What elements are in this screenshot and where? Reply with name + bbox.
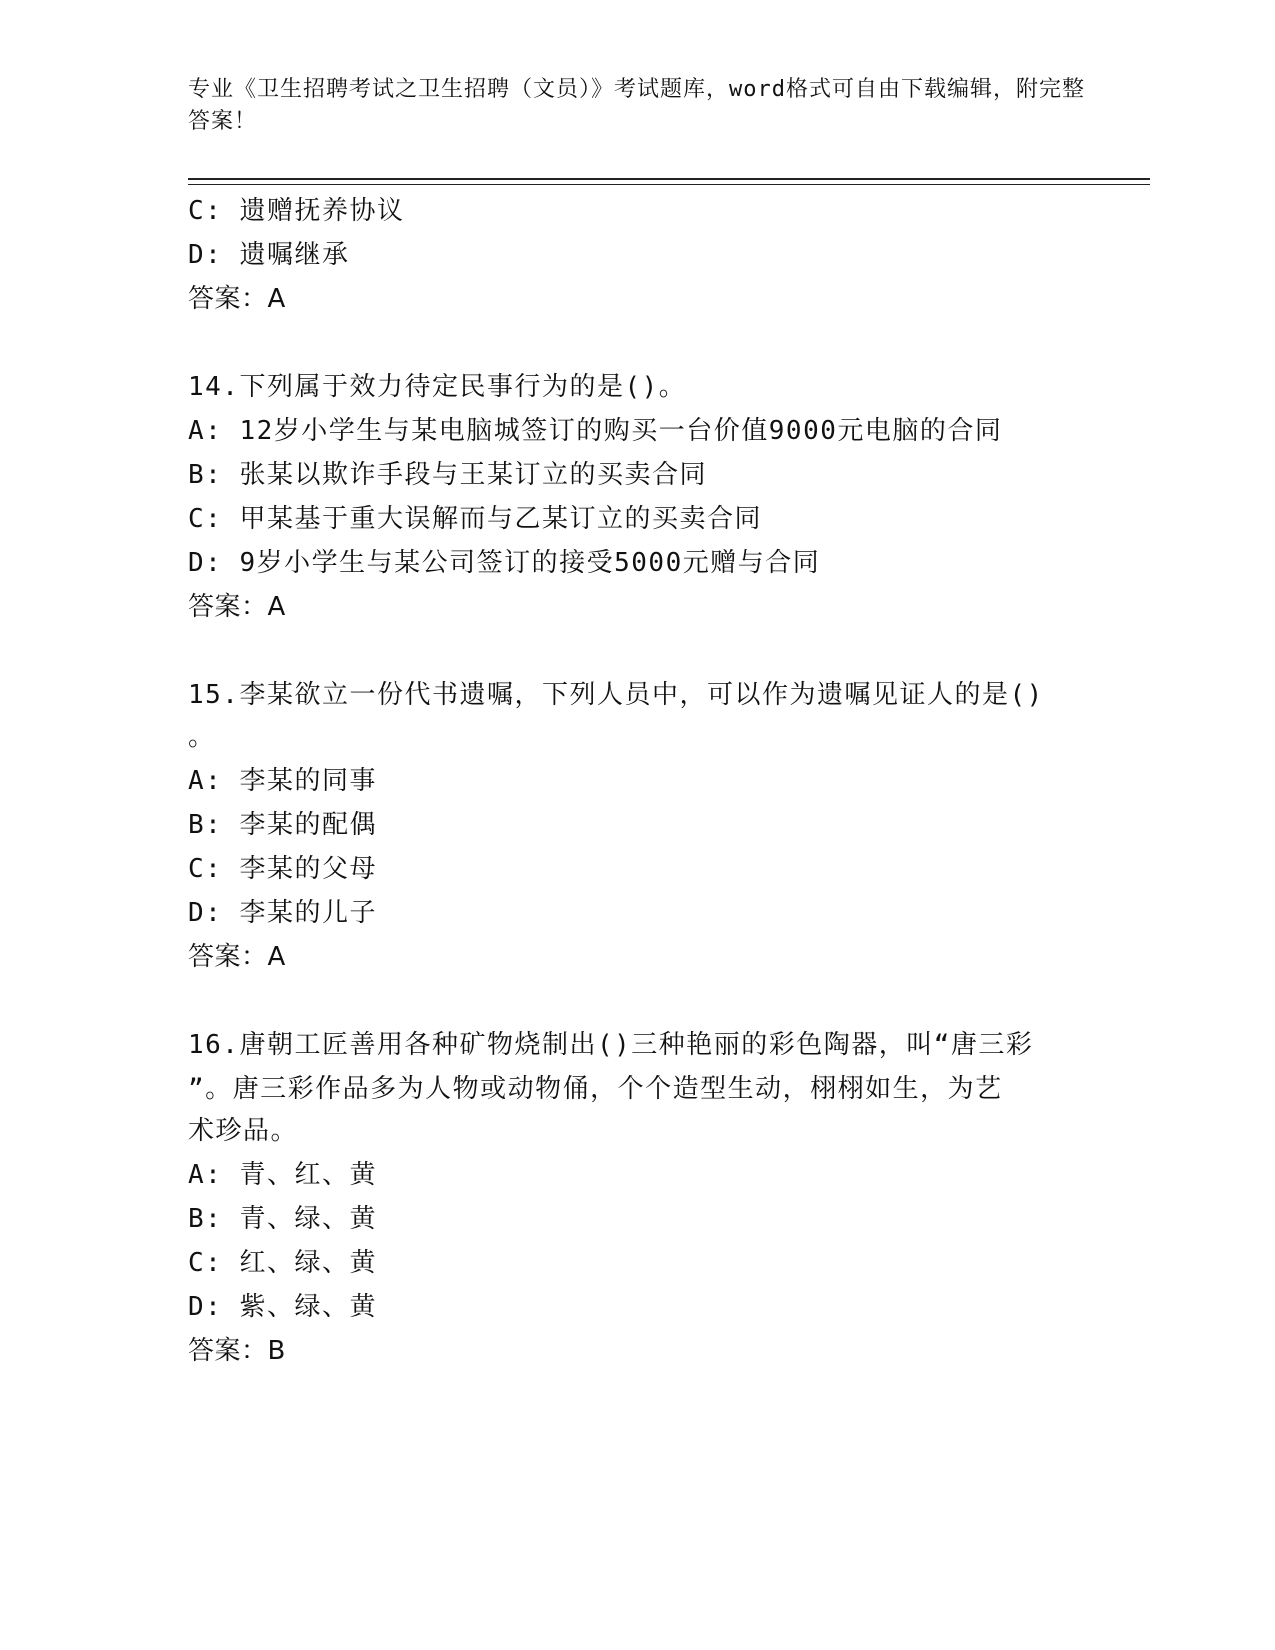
q13-answer: 答案：A [188,284,286,314]
q15-stem-line1: 15.李某欲立一份代书遗嘱，下列人员中，可以作为遗嘱见证人的是() [188,680,1044,710]
q14-option-c: C: 甲某基于重大误解而与乙某订立的买卖合同 [188,504,762,534]
q16-stem-line3: 术珍品。 [188,1116,299,1146]
q16-option-c: C: 红、绿、黄 [188,1248,377,1278]
q14-answer: 答案：A [188,592,286,622]
q16-stem-line2: ”。唐三彩作品多为人物或动物俑，个个造型生动，栩栩如生，为艺 [188,1074,1003,1104]
q15-option-b: B: 李某的配偶 [188,810,377,840]
q15-option-d: D: 李某的儿子 [188,898,377,928]
q16-option-a: A: 青、红、黄 [188,1160,377,1190]
q16-option-b: B: 青、绿、黄 [188,1204,377,1234]
q15-stem-line2: 。 [188,722,216,752]
header-divider-thin [188,184,1150,185]
q13-option-c: C: 遗赠抚养协议 [188,196,405,226]
q16-option-d: D: 紫、绿、黄 [188,1292,377,1322]
q14-option-a: A: 12岁小学生与某电脑城签订的购买一台价值9000元电脑的合同 [188,416,1003,446]
q16-stem-line1: 16.唐朝工匠善用各种矿物烧制出()三种艳丽的彩色陶器，叫“唐三彩 [188,1030,1034,1060]
q15-option-a: A: 李某的同事 [188,766,377,796]
q16-answer: 答案：B [188,1336,286,1366]
q15-answer: 答案：A [188,942,286,972]
q14-option-d: D: 9岁小学生与某公司签订的接受5000元赠与合同 [188,548,821,578]
q15-option-c: C: 李某的父母 [188,854,377,884]
document-header: 专业《卫生招聘考试之卫生招聘（文员）》考试题库，word格式可自由下载编辑，附完整答案！ [188,77,1085,134]
q13-option-d: D: 遗嘱继承 [188,240,350,270]
header-divider-thick [188,178,1150,180]
q14-stem: 14.下列属于效力待定民事行为的是()。 [188,372,687,402]
q14-option-b: B: 张某以欺诈手段与王某订立的买卖合同 [188,460,707,490]
